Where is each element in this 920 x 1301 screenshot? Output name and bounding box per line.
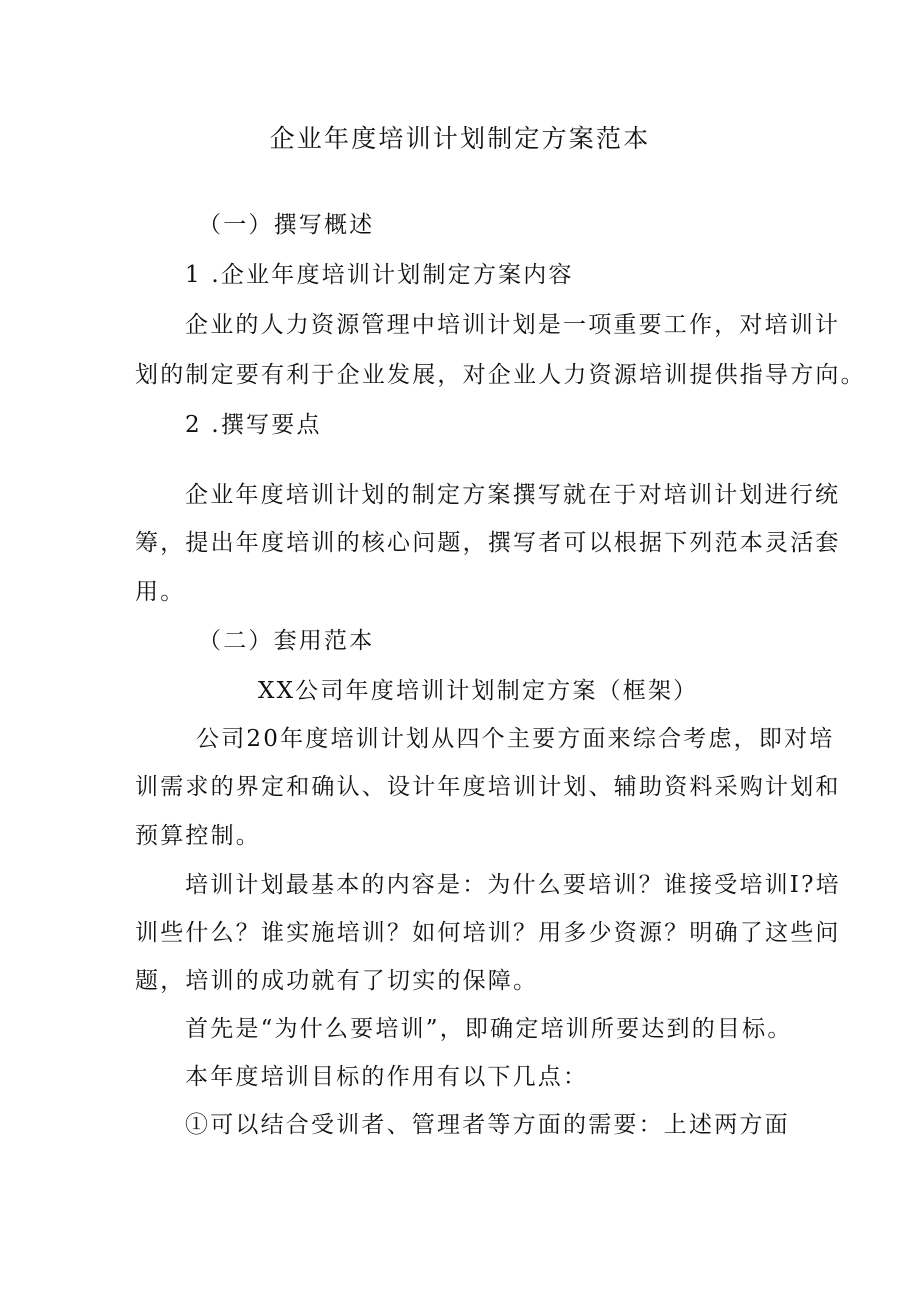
paragraph-line: 培训计划最基本的内容是：为什么要培训？谁接受培训I?培: [185, 872, 841, 898]
paragraph-line: 划的制定要有利于企业发展，对企业人力资源培训提供指导方向。: [135, 362, 866, 388]
paragraph-line: 企业年度培训计划的制定方案撰写就在于对培训计划进行统: [185, 482, 841, 508]
paragraph-line: 公司20年度培训计划从四个主要方面来综合考虑，即对培: [196, 726, 835, 752]
paragraph-line: 首先是“为什么要培训”，即确定培训所要达到的目标。: [185, 1016, 793, 1042]
item-heading-key-points: 2 .撰写要点: [185, 412, 322, 438]
document-title: 企业年度培训计划制定方案范本: [269, 124, 651, 153]
item-heading-content: 1 .企业年度培训计划制定方案内容: [185, 262, 574, 288]
section-heading-template: （二）套用范本: [198, 628, 375, 654]
paragraph-line: 训些什么？谁实施培训？如何培训？用多少资源？明确了这些问: [135, 920, 841, 946]
paragraph-line: ①可以结合受训者、管理者等方面的需要：上述两方面: [185, 1112, 790, 1138]
paragraph-line: 企业的人力资源管理中培训计划是一项重要工作，对培训计: [185, 312, 841, 338]
template-title: XX公司年度培训计划制定方案（框架）: [258, 678, 699, 704]
paragraph-line: 训需求的界定和确认、设计年度培训计划、辅助资料采购计划和: [135, 774, 841, 800]
section-heading-overview: （一）撰写概述: [198, 212, 375, 238]
paragraph-line: 用。: [135, 579, 186, 605]
paragraph-line: 筹，提出年度培训的核心问题，撰写者可以根据下列范本灵活套: [135, 530, 841, 556]
paragraph-line: 预算控制。: [135, 823, 261, 849]
paragraph-line: 题，培训的成功就有了切实的保障。: [135, 968, 539, 994]
paragraph-line: 本年度培训目标的作用有以下几点：: [185, 1064, 589, 1090]
